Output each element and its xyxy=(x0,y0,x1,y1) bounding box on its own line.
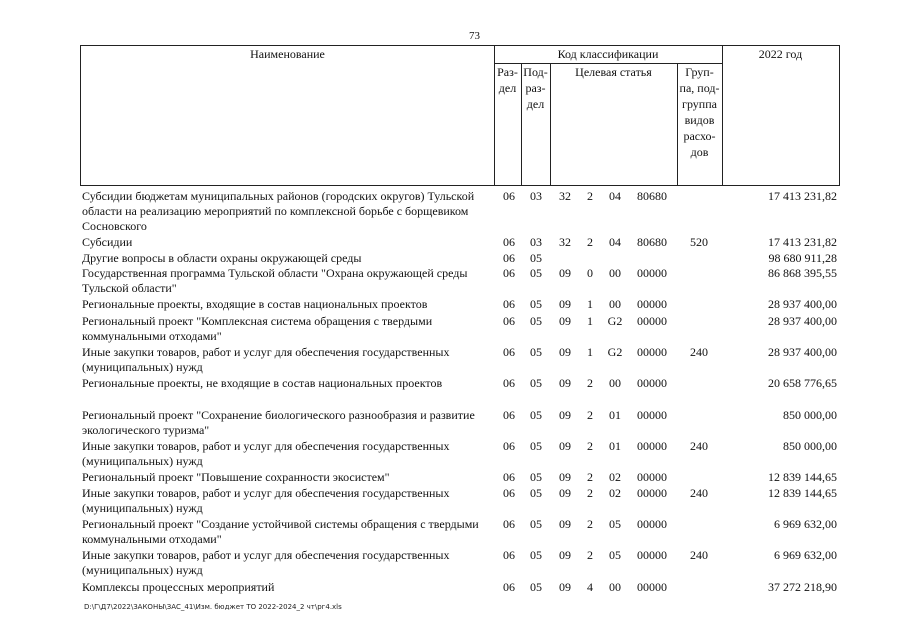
amount-2022: 12 839 144,65 xyxy=(768,486,837,500)
expense-type: 240 xyxy=(690,548,708,562)
target-event: 01 xyxy=(609,439,621,453)
target-subprogram: 1 xyxy=(587,314,593,328)
razdel: 06 xyxy=(503,297,515,311)
amount-2022: 850 000,00 xyxy=(783,408,837,422)
row-name: Региональный проект "Создание устойчивой системы обращения с твердыми коммунальными отходами" xyxy=(82,517,479,546)
target-program: 09 xyxy=(559,580,571,594)
amount-2022: 6 969 632,00 xyxy=(774,517,837,531)
podrazdel: 05 xyxy=(530,408,542,422)
target-subprogram: 2 xyxy=(587,376,593,390)
row-name: Субсидии бюджетам муниципальных районов (городских округов) Тульской области на реализацию мероприятий по комплексной борьбе с борщевиком Сосновского xyxy=(82,189,475,233)
table-header xyxy=(80,45,840,186)
podrazdel: 05 xyxy=(530,486,542,500)
target-subprogram: 4 xyxy=(587,580,593,594)
target-direction: 00000 xyxy=(637,580,667,594)
target-program: 09 xyxy=(559,408,571,422)
header-expense-group: Груп- па, под- группа видов расхо- дов xyxy=(679,65,720,159)
target-direction: 00000 xyxy=(637,266,667,280)
target-direction: 00000 xyxy=(637,376,667,390)
razdel: 06 xyxy=(503,314,515,328)
file-path-footer: D:\Г\Д7\2022\ЗАКОНЫ\ЗАС_41\Изм. бюджет ТО 2022-2024_2 чт\рг4.xls xyxy=(84,603,342,611)
podrazdel: 05 xyxy=(530,266,542,280)
header-target-article: Целевая статья xyxy=(575,65,652,79)
target-subprogram: 0 xyxy=(587,266,593,280)
target-direction: 00000 xyxy=(637,408,667,422)
target-event: 00 xyxy=(609,266,621,280)
target-subprogram: 2 xyxy=(587,470,593,484)
amount-2022: 28 937 400,00 xyxy=(768,345,837,359)
razdel: 06 xyxy=(503,376,515,390)
amount-2022: 17 413 231,82 xyxy=(768,189,837,203)
target-program: 09 xyxy=(559,345,571,359)
amount-2022: 28 937 400,00 xyxy=(768,297,837,311)
target-program: 32 xyxy=(559,189,571,203)
header-name: Наименование xyxy=(250,47,325,61)
target-event: 00 xyxy=(609,580,621,594)
razdel: 06 xyxy=(503,439,515,453)
row-name: Региональный проект "Повышение сохранности экосистем" xyxy=(82,470,390,484)
row-name: Другие вопросы в области охраны окружающей среды xyxy=(82,251,362,265)
target-subprogram: 2 xyxy=(587,548,593,562)
podrazdel: 05 xyxy=(530,517,542,531)
target-subprogram: 2 xyxy=(587,517,593,531)
razdel: 06 xyxy=(503,345,515,359)
target-subprogram: 1 xyxy=(587,345,593,359)
target-subprogram: 2 xyxy=(587,235,593,249)
target-event: 01 xyxy=(609,408,621,422)
podrazdel: 05 xyxy=(530,439,542,453)
podrazdel: 05 xyxy=(530,251,542,265)
target-event: G2 xyxy=(607,314,623,328)
razdel: 06 xyxy=(503,580,515,594)
amount-2022: 86 868 395,55 xyxy=(768,266,837,280)
target-program: 09 xyxy=(559,517,571,531)
amount-2022: 98 680 911,28 xyxy=(768,251,837,265)
target-event: 02 xyxy=(609,486,621,500)
target-event: 00 xyxy=(609,297,621,311)
target-event: G2 xyxy=(607,345,623,359)
header-year: 2022 год xyxy=(758,47,803,61)
target-direction: 00000 xyxy=(637,517,667,531)
row-name: Региональные проекты, не входящие в состав национальных проектов xyxy=(82,376,443,390)
amount-2022: 17 413 231,82 xyxy=(768,235,837,249)
amount-2022: 37 272 218,90 xyxy=(768,580,837,594)
razdel: 06 xyxy=(503,408,515,422)
target-subprogram: 1 xyxy=(587,297,593,311)
razdel: 06 xyxy=(503,486,515,500)
target-program: 32 xyxy=(559,235,571,249)
target-direction: 00000 xyxy=(637,314,667,328)
podrazdel: 05 xyxy=(530,345,542,359)
expense-type: 240 xyxy=(690,345,708,359)
target-direction: 00000 xyxy=(637,297,667,311)
target-subprogram: 2 xyxy=(587,189,593,203)
row-name: Региональные проекты, входящие в состав национальных проектов xyxy=(82,297,428,311)
target-direction: 80680 xyxy=(637,189,667,203)
row-name: Иные закупки товаров, работ и услуг для обеспечения государственных (муниципальных) нужд xyxy=(82,548,450,577)
target-direction: 80680 xyxy=(637,235,667,249)
target-event: 00 xyxy=(609,376,621,390)
razdel: 06 xyxy=(503,548,515,562)
razdel: 06 xyxy=(503,189,515,203)
target-subprogram: 2 xyxy=(587,486,593,500)
target-program: 09 xyxy=(559,548,571,562)
podrazdel: 05 xyxy=(530,376,542,390)
target-event: 02 xyxy=(609,470,621,484)
target-event: 05 xyxy=(609,517,621,531)
row-name: Субсидии xyxy=(82,235,133,249)
amount-2022: 6 969 632,00 xyxy=(774,548,837,562)
target-direction: 00000 xyxy=(637,439,667,453)
target-direction: 00000 xyxy=(637,345,667,359)
target-program: 09 xyxy=(559,470,571,484)
expense-type: 240 xyxy=(690,486,708,500)
row-name: Региональный проект "Сохранение биологического разнообразия и развитие экологического туризма" xyxy=(82,408,475,437)
razdel: 06 xyxy=(503,517,515,531)
header-podrazdel: Под- раз- дел xyxy=(523,65,548,111)
target-program: 09 xyxy=(559,314,571,328)
target-program: 09 xyxy=(559,266,571,280)
amount-2022: 28 937 400,00 xyxy=(768,314,837,328)
target-direction: 00000 xyxy=(637,470,667,484)
amount-2022: 12 839 144,65 xyxy=(768,470,837,484)
row-name: Региональный проект "Комплексная система обращения с твердыми коммунальными отходами" xyxy=(82,314,433,343)
target-event: 05 xyxy=(609,548,621,562)
row-name: Государственная программа Тульской области "Охрана окружающей среды Тульской области" xyxy=(82,266,468,295)
target-event: 04 xyxy=(609,189,621,203)
target-program: 09 xyxy=(559,376,571,390)
amount-2022: 20 658 776,65 xyxy=(768,376,837,390)
row-name: Иные закупки товаров, работ и услуг для обеспечения государственных (муниципальных) нужд xyxy=(82,345,450,374)
amount-2022: 850 000,00 xyxy=(783,439,837,453)
target-program: 09 xyxy=(559,486,571,500)
target-direction: 00000 xyxy=(637,486,667,500)
page-number: 73 xyxy=(469,30,480,42)
target-subprogram: 2 xyxy=(587,439,593,453)
podrazdel: 05 xyxy=(530,470,542,484)
razdel: 06 xyxy=(503,235,515,249)
podrazdel: 03 xyxy=(530,189,542,203)
podrazdel: 05 xyxy=(530,314,542,328)
expense-type: 520 xyxy=(690,235,708,249)
target-event: 04 xyxy=(609,235,621,249)
podrazdel: 05 xyxy=(530,548,542,562)
target-program: 09 xyxy=(559,297,571,311)
row-name: Комплексы процессных мероприятий xyxy=(82,580,275,594)
podrazdel: 03 xyxy=(530,235,542,249)
razdel: 06 xyxy=(503,470,515,484)
podrazdel: 05 xyxy=(530,297,542,311)
header-razdel: Раз- дел xyxy=(497,65,518,95)
target-program: 09 xyxy=(559,439,571,453)
expense-type: 240 xyxy=(690,439,708,453)
razdel: 06 xyxy=(503,251,515,265)
row-name: Иные закупки товаров, работ и услуг для обеспечения государственных (муниципальных) нужд xyxy=(82,486,450,515)
row-name: Иные закупки товаров, работ и услуг для обеспечения государственных (муниципальных) нужд xyxy=(82,439,450,468)
target-direction: 00000 xyxy=(637,548,667,562)
header-code-group: Код классификации xyxy=(557,47,659,61)
podrazdel: 05 xyxy=(530,580,542,594)
target-subprogram: 2 xyxy=(587,408,593,422)
razdel: 06 xyxy=(503,266,515,280)
